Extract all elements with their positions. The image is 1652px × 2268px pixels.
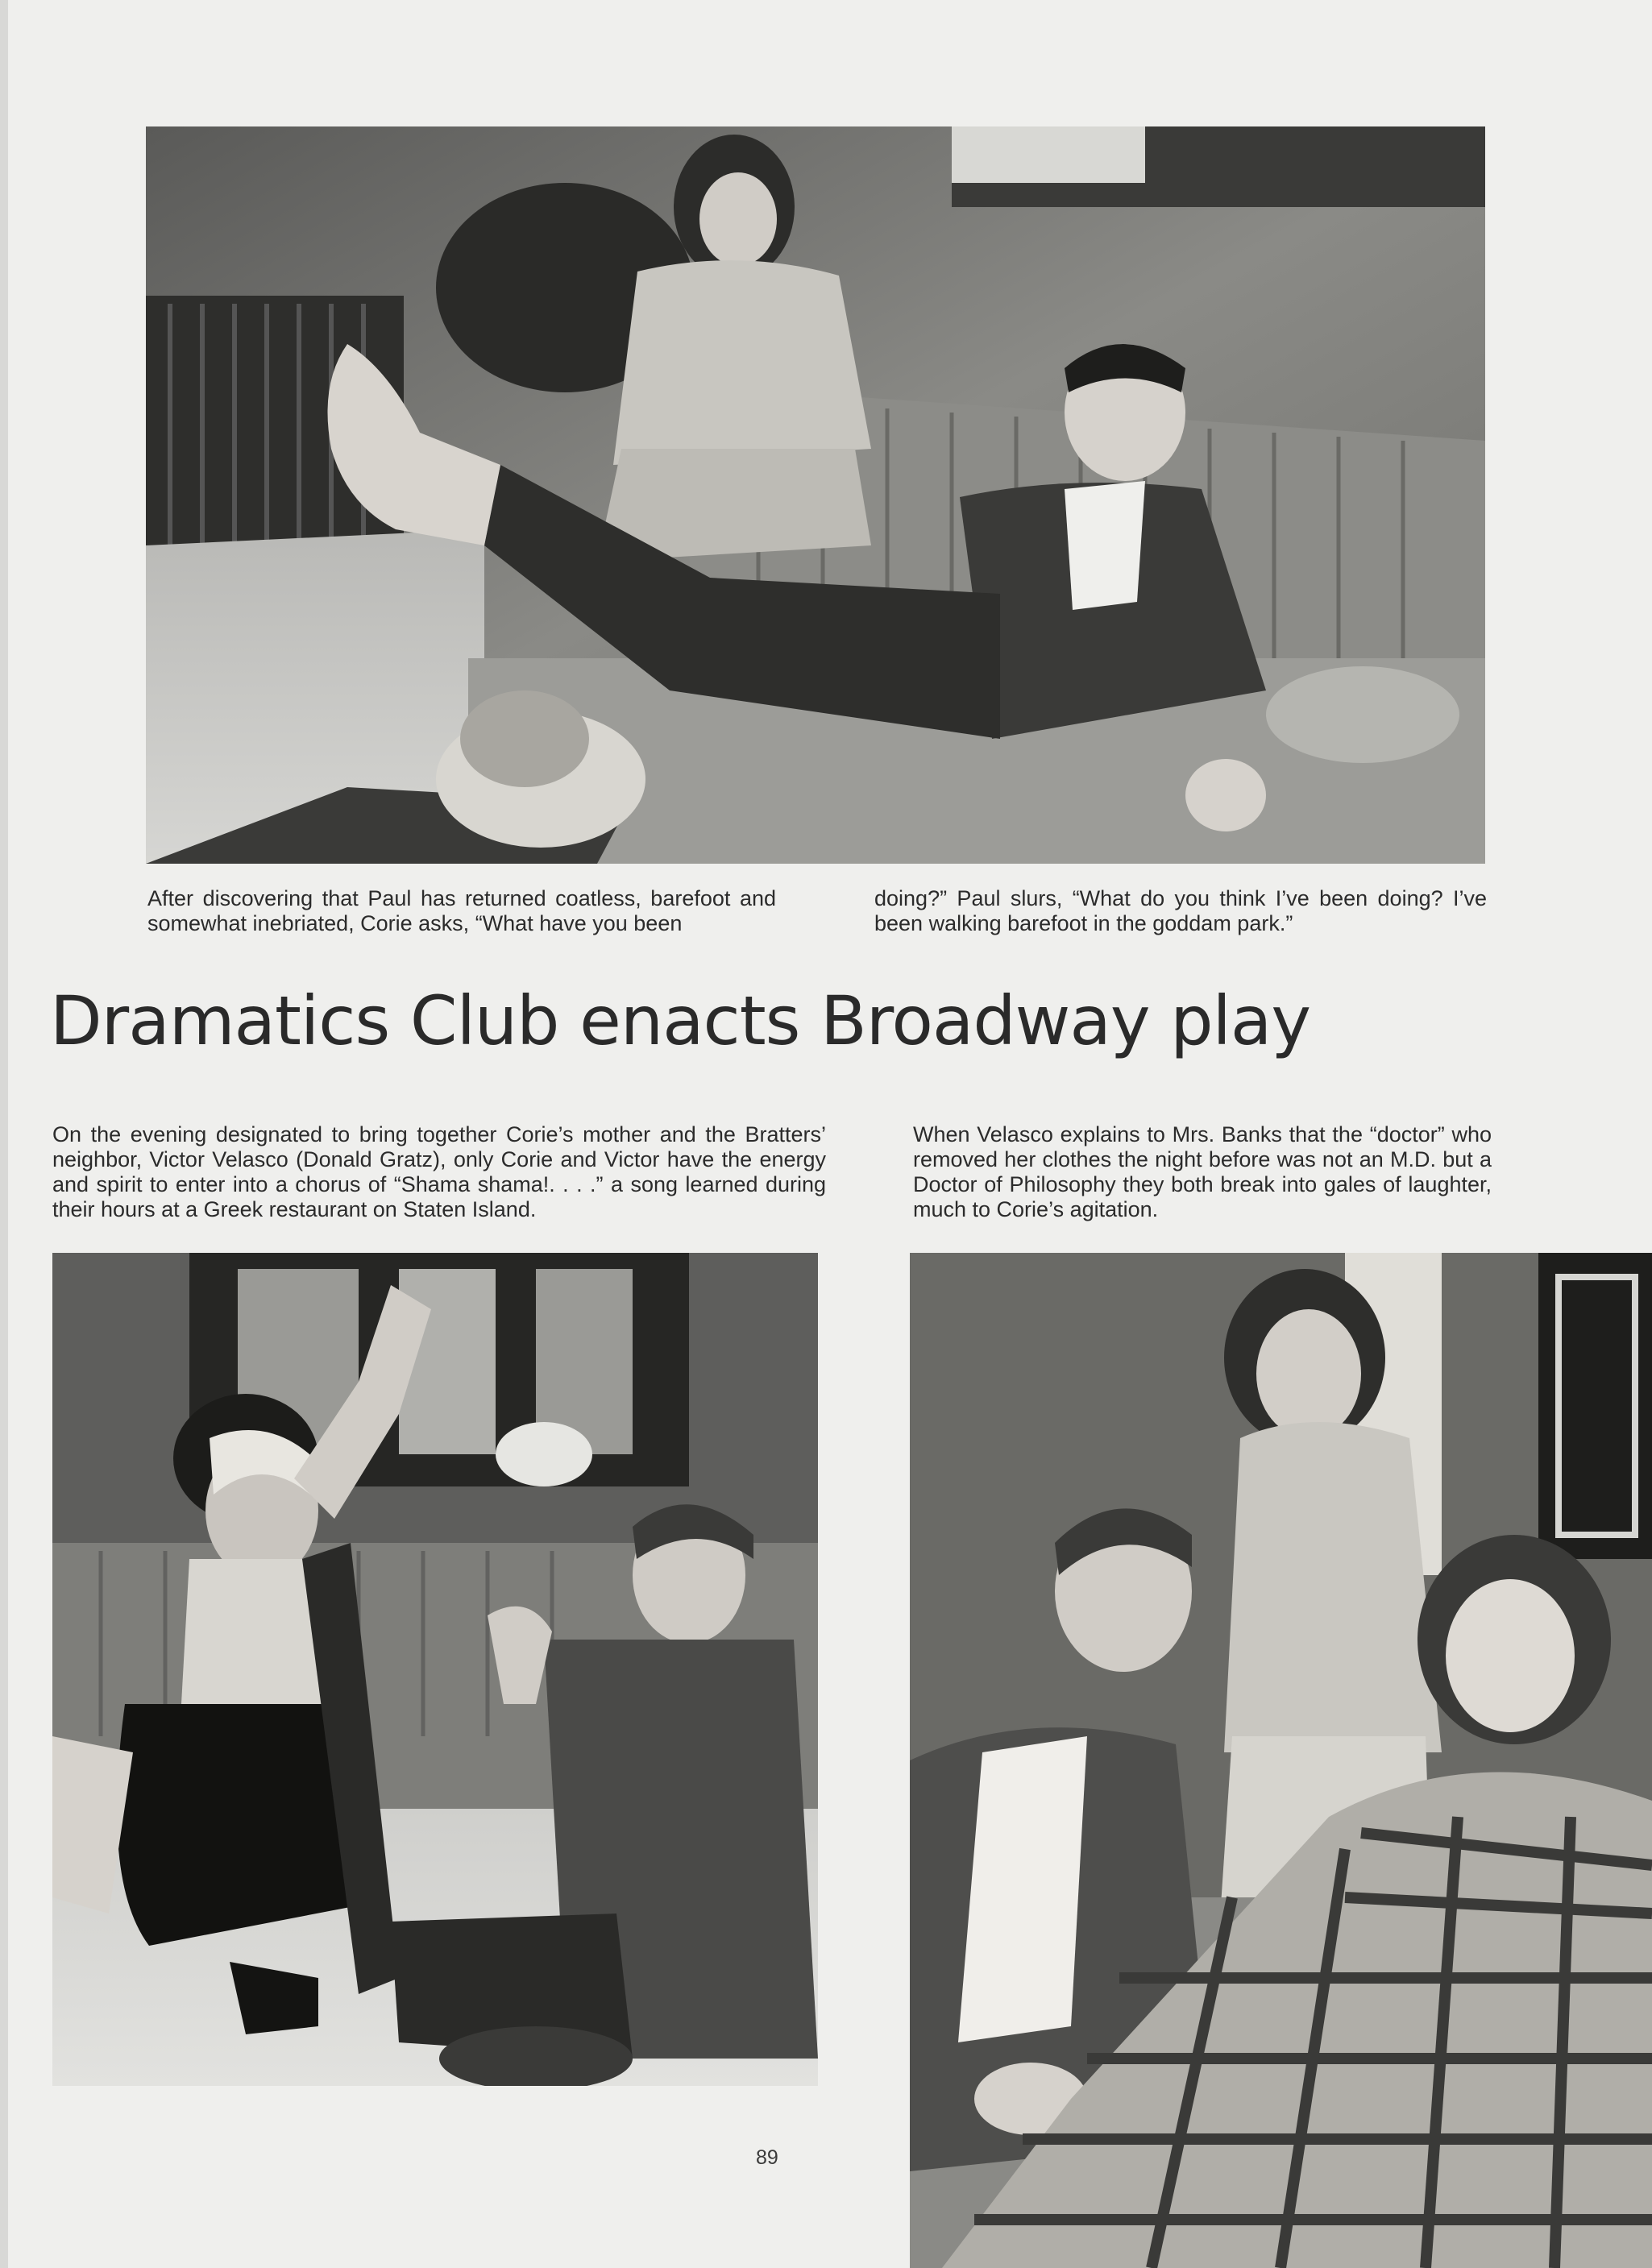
body-text-right: When Velasco explains to Mrs. Banks that the “doctor” who removed her clothes the night before was not an M.D. but a Doctor of Philosophy they both break into gales of laughter, much to Corie’s agitation. [913, 1122, 1492, 1221]
page-number: 89 [756, 2146, 778, 2169]
caption-top-left: After discovering that Paul has returned coatless, barefoot and somewhat inebriated, Corie asks, “What have you been [147, 886, 776, 935]
body-text-left: On the evening designated to bring together Corie’s mother and the Bratters’ neighbor, Victor Velasco (Donald Gratz), only Corie and Victor have the energy and spirit to enter into a chorus of “Shama shama!. . . .” a song learned during their hours at a Greek restaurant on Staten Island. [52, 1122, 826, 1221]
photo-laughing-actors [910, 1253, 1652, 2268]
photo-couple-on-sofa [146, 126, 1485, 864]
headline: Dramatics Club enacts Broadway play [50, 981, 1311, 1060]
caption-top-right: doing?” Paul slurs, “What do you think I’ve been doing? I’ve been walking barefoot in the goddam park.” [874, 886, 1487, 935]
photo-singing-actors [52, 1253, 818, 2086]
page-edge [0, 0, 8, 2268]
